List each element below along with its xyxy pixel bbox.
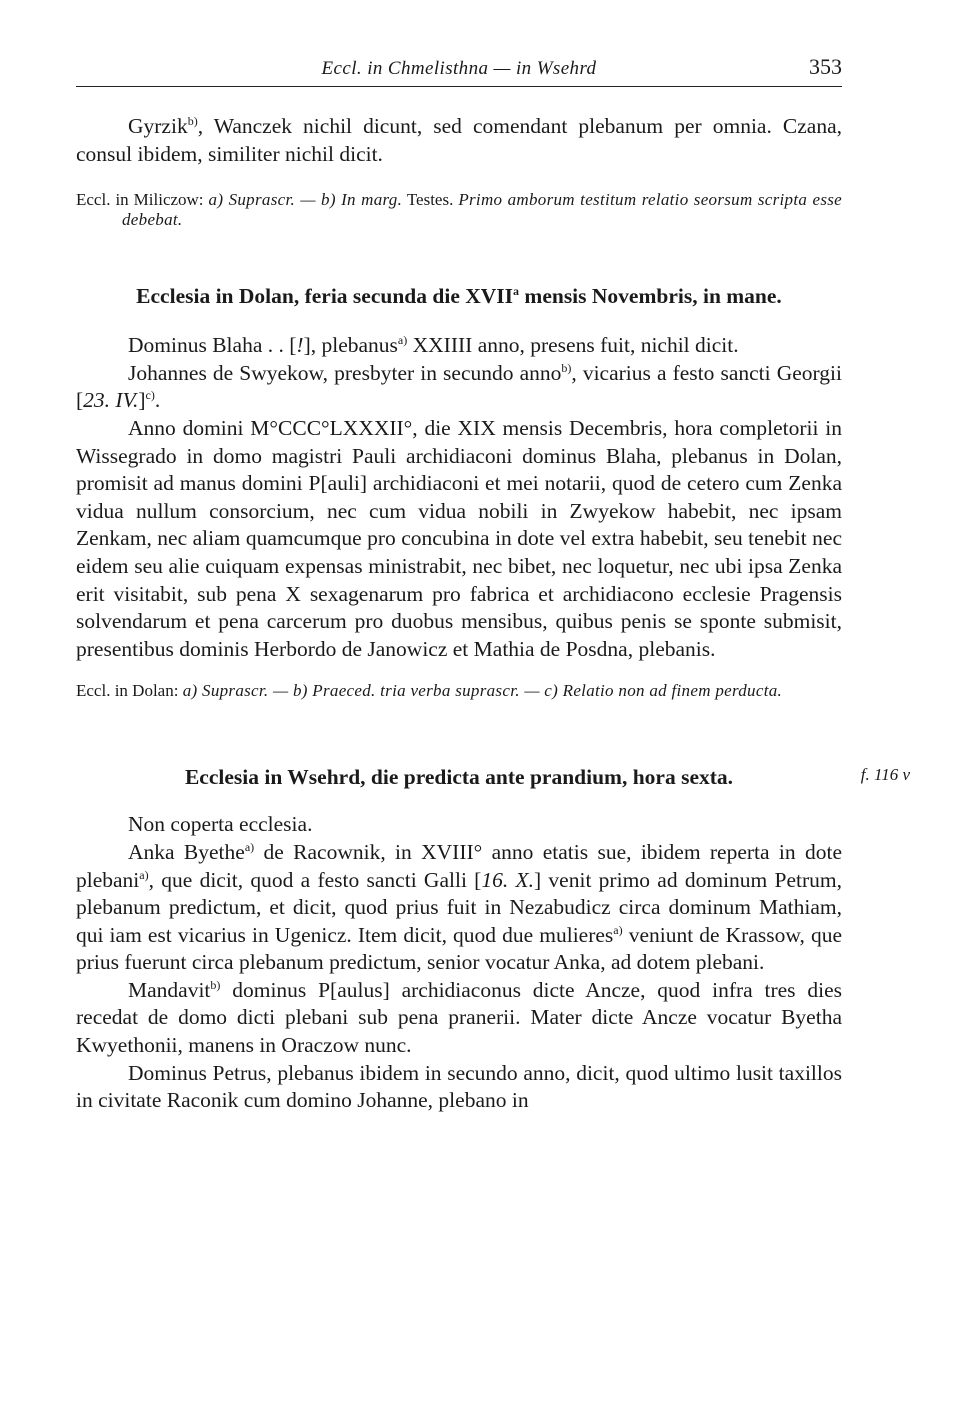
text-run: Mandavit — [128, 977, 211, 1002]
footnote-marker: a) — [613, 922, 623, 937]
note-text: Testes. — [402, 190, 459, 210]
paragraph-johannes — [76, 360, 842, 415]
paragraph-non-coperta: Non coperta ecclesia. — [128, 812, 313, 837]
footnotes-dolan — [76, 681, 842, 701]
footnote-marker: b) — [187, 113, 198, 128]
heading-text: Ecclesia in Dolan, feria secunda die XVII — [136, 284, 514, 309]
note-label: Eccl. in Dolan: — [76, 681, 183, 701]
paragraph-petrus: Dominus Petrus, plebanus ibidem in secundo anno, dicit, quod ultimo lusit taxillos in civitate Raconik cum domino Johanne, plebano in — [76, 1060, 842, 1113]
note-text: a) Suprascr. — b) In marg. — [208, 190, 403, 210]
superscript: a — [513, 284, 520, 299]
date-reference: 16. X. — [481, 867, 535, 892]
text-run: Dominus Blaha . . [ — [128, 333, 297, 358]
footnote-marker: b) — [210, 977, 221, 992]
text-run: , vicarius a festo sancti Georgii [ — [76, 360, 842, 413]
text-run: , que dicit, quod a festo sancti Galli [ — [148, 867, 482, 892]
footnote-marker: a) — [397, 333, 408, 348]
paragraph-anka — [76, 839, 842, 977]
text-run: de Racownik, in XVIII° anno etatis sue, ibidem reperta in dote plebani — [76, 839, 843, 892]
text-run: ] — [138, 388, 146, 413]
running-head — [76, 52, 842, 87]
footnote-marker: a) — [244, 839, 255, 854]
text-run: veniunt de Krassow, que prius fuerunt circa plebanum predictum, senior vocatur Anka, ad dotem plebani. — [76, 922, 842, 975]
text-run: . — [154, 388, 161, 413]
date-reference: 23. IV. — [83, 388, 139, 413]
note-label: Eccl. in Miliczow: — [76, 190, 209, 210]
folio-marker: f. 116 v — [860, 765, 910, 785]
text-run: ] venit primo ad dominum Petrum, plebanum predictum, et dicit, quod prius fuit in Nezabudicz circa dominum Mathiam, qui iam est vicarius in Ugenicz. Item dicit, quod due mulieres — [76, 867, 843, 947]
text-run: ! — [296, 333, 304, 358]
section-heading-wsehrd: Ecclesia in Wsehrd, die predicta ante prandium, hora sexta. — [184, 765, 734, 790]
text-run: ], plebanus — [303, 333, 398, 358]
footnote-marker: a) — [139, 867, 149, 882]
text-run: XXIIII anno, presens fuit, nichil dicit. — [407, 333, 739, 358]
text-run: Johannes de Swyekow, presbyter in secundo anno — [128, 360, 562, 385]
paragraph-gyrzik — [76, 113, 842, 168]
text-run: Anka Byethe — [128, 839, 245, 864]
text-run: dominus P[aulus] archidiaconus dicte Ancze, quod infra tres dies recedat de domo dicti plebani sub pena pranerii. Mater dicte Ancze vocatur Byetha Kwyethonii, manens in Oraczow nunc. — [76, 977, 842, 1058]
text-run: , Wanczek nichil dicunt, sed comendant plebanum per omnia. Czana, consul ibidem, similiter nichil dicit. — [76, 114, 842, 166]
paragraph-blaha — [76, 332, 842, 360]
paragraph-mandavit — [76, 977, 842, 1060]
footnote-marker: c) — [145, 388, 155, 403]
running-title: Eccl. in Chmelisthna — in Wsehrd — [321, 58, 597, 79]
heading-row-wsehrd — [76, 763, 910, 791]
page — [76, 52, 910, 1115]
page-number: 353 — [809, 54, 842, 79]
note-text: Primo amborum testitum relatio seorsum scripta esse debebat. — [122, 190, 842, 230]
section-heading-dolan — [76, 282, 842, 310]
heading-text: mensis Novembris, in mane. — [519, 284, 782, 309]
footnotes-miliczow — [76, 190, 842, 230]
note-text: a) Suprascr. — b) Praeced. tria verba suprascr. — c) Relatio non ad finem perducta. — [182, 681, 783, 701]
paragraph-anno-domini: Anno domini M°CCC°LXXXII°, die XIX mensis Decembris, hora completorii in Wissegrado in domo magistri Pauli archidiaconi dominus Blaha, plebanus in Dolan, promisit ad manus domini P[auli] archidiaconi et mei notarii, quod de cetero cum Zenka vidua nullum consorcium, nec cum vidua nobili in Zwyekow habebit, nec ipsam Zenkam, nec aliam quamcumque pro concubina in dote vel extra habebit, seu tenebit nec eidem seu alie cuiquam expensas ministrabit, nec bibet, nec loquetur, nec ubi ipsa Zenka erit visitabit, sub pena X sexagenarum pro fabrica et archidiacono ecclesie Pragensis solvendarum et pena carcerum pro duobus mensibus, quibus penis se sponte submisit, presentibus dominis Herbordo de Janowicz et Mathia de Posdna, plebanis. — [76, 415, 842, 661]
footnote-marker: b) — [561, 360, 572, 375]
text-run: Gyrzik — [128, 114, 188, 138]
